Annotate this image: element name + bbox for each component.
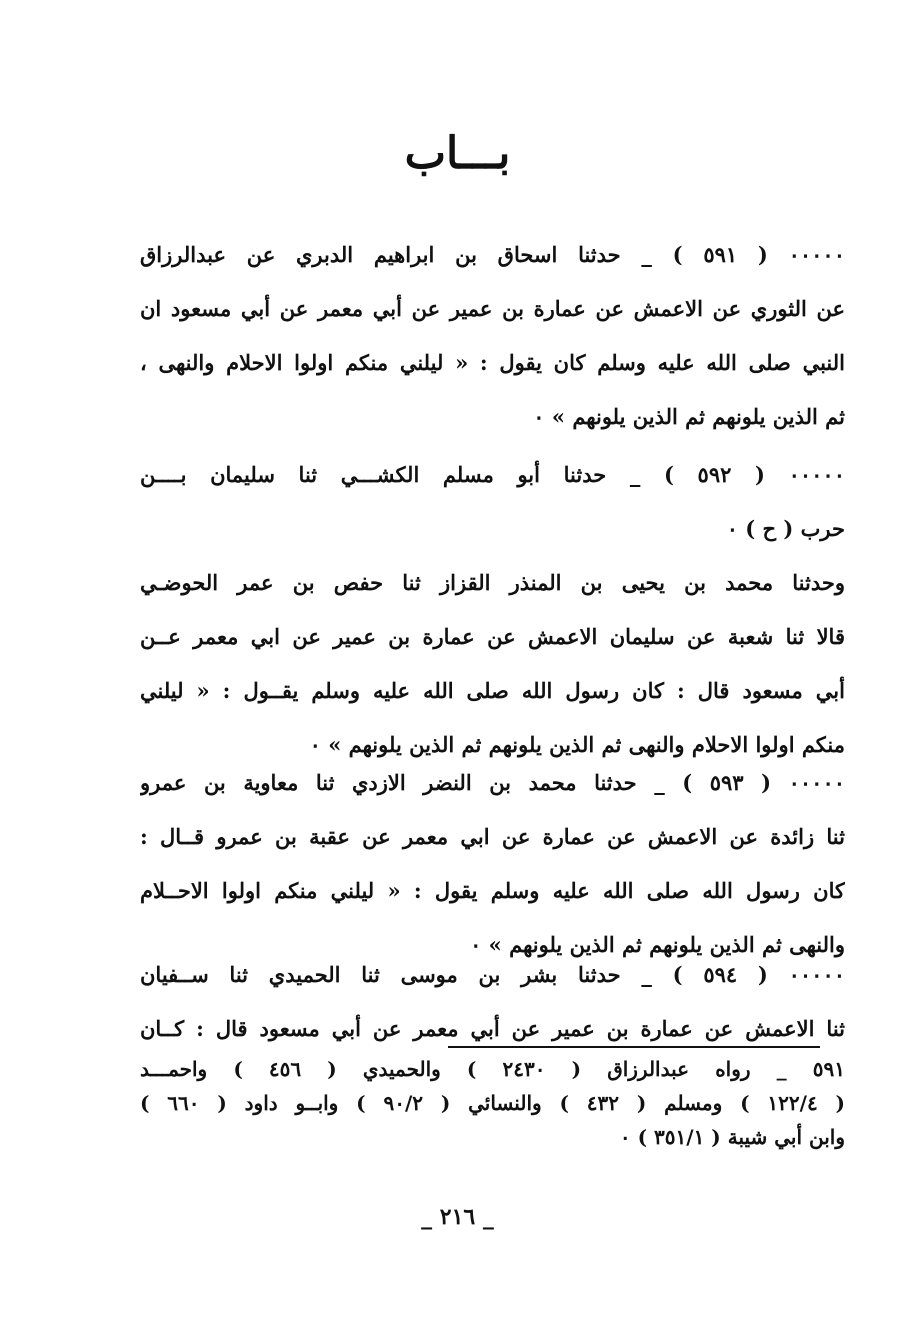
text-line: ثنا الاعمش عن عمارة بن عمير عن أبي معمر عن أبي مسعود قال : كــان — [140, 1016, 845, 1041]
footnote-line: ٥٩١ _ رواه عبدالرزاق ( ٢٤٣٠ ) والحميدي ( ٤٥٦ ) واحمـــد — [140, 1057, 845, 1081]
text-line: حرب ( ح ) ٠ — [726, 516, 845, 541]
footnotes — [140, 1052, 845, 1154]
hadith-594 — [140, 948, 845, 1056]
text-line: ٠٠٠٠٠ ( ٥٩٤ ) _ حدثنا بشر بن موسى ثنا الحميدي ثنا ســفيان — [140, 962, 845, 987]
footnote-line: ( ١٢٢/٤ ) ومسلم ( ٤٣٢ ) والنسائي ( ٩٠/٢ ) وابــو داود ( ٦٦٠ ) — [140, 1091, 845, 1115]
text-line: قالا ثنا شعبة عن سليمان الاعمش عن عمارة بن عمير عن ابي معمر عــن — [140, 624, 845, 649]
text-line: عن الثوري عن الاعمش عن عمارة بن عمير عن أبي معمر عن أبي مسعود ان — [140, 296, 845, 321]
text-line: ٠٠٠٠٠ ( ٥٩١ ) _ حدثنا اسحاق بن ابراهيم الدبري عن عبدالرزاق — [140, 242, 845, 267]
page-number: _ ٢١٦ _ — [421, 1204, 494, 1230]
text-line: والنهى ثم الذين يلونهم ثم الذين يلونهم » ٠ — [470, 932, 845, 957]
text-line: ٠٠٠٠٠ ( ٥٩٢ ) _ حدثنا أبو مسلم الكشـــي ثنا سليمان بــــن — [140, 462, 845, 487]
footnote-line: وابن أبي شيبة ( ٣٥١/١ ) ٠ — [619, 1125, 845, 1149]
text-line: ٠٠٠٠٠ ( ٥٩٣ ) _ حدثنا محمد بن النضر الازدي ثنا معاوية بن عمرو — [140, 770, 845, 795]
hadith-591 — [140, 228, 845, 444]
text-line: منكم اولوا الاحلام والنهى ثم الذين يلونهم ثم الذين يلونهم » ٠ — [309, 732, 845, 757]
hadith-592 — [140, 448, 845, 772]
text-line: النبي صلى الله عليه وسلم كان يقول : « ليلني منكم اولوا الاحلام والنهى ، — [140, 350, 845, 375]
text-line: ثم الذين يلونهم ثم الذين يلونهم » ٠ — [533, 404, 845, 429]
footnote-divider — [448, 1046, 820, 1048]
text-line: ثنا زائدة عن الاعمش عن عمارة عن ابي معمر عن عقبة بن عمرو قــال : — [140, 824, 845, 849]
text-line: وحدثنا محمد بن يحيى بن المنذر القزاز ثنا حفص بن عمر الحوضـي — [140, 570, 845, 595]
text-line: كان رسول الله صلى الله عليه وسلم يقول : « ليلني منكم اولوا الاحــلام — [140, 878, 845, 903]
text-line: أبي مسعود قال : كان رسول الله صلى الله عليه وسلم يقــول : « ليلني — [140, 678, 845, 703]
chapter-heading: بـــاب — [404, 128, 511, 179]
hadith-593 — [140, 756, 845, 972]
